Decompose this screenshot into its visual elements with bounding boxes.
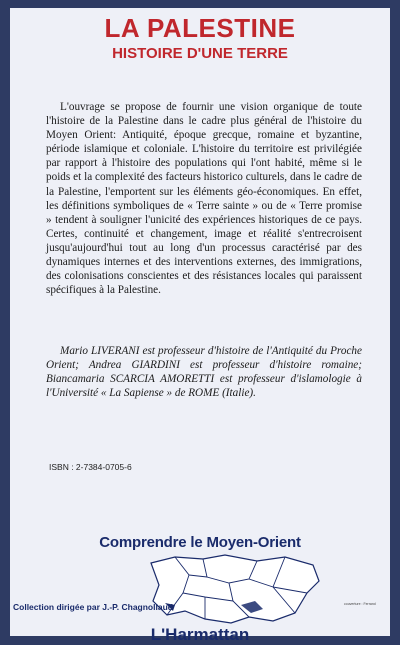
- authors-paragraph: Mario LIVERANI est professeur d'histoire de l'Antiquité du Proche Orient; Andrea GIARDINI est professeur d'histoire romaine; Biancamaria SCARCIA AMORETTI est professeur d'islamologie à l'Université « La Sapiense » de ROME (Italie).: [46, 345, 362, 400]
- collection-credit: Collection dirigée par J.-P. Chagnollaud: [13, 602, 173, 612]
- back-cover: [10, 8, 390, 644]
- middle-east-map-icon: [145, 553, 325, 625]
- publisher-name: L'Harmattan: [150, 625, 250, 644]
- isbn: ISBN : 2-7384-0705-6: [49, 462, 132, 472]
- book-title: LA PALESTINE: [104, 13, 296, 43]
- book-subtitle: HISTOIRE D'UNE TERRE: [112, 45, 288, 62]
- description-paragraph: L'ouvrage se propose de fournir une vision organique de toute l'histoire de la Palestine dans le cadre plus général de l'histoire du Moyen Orient: Antiquité, époque grecque, romaine et byzantine, période islamique et coloniale. L'histoire du territoire est privilégiée par rapport à l'histoire des populations qui l'ont habité, même si le poids et la complexité des facteurs historico culturels, dans le cadre de la Palestine, l'emportent sur les éléments géo-économiques. En effet, les définitions symboliques de « Terre sainte » ou de « Terre promise » tendent à souligner l'unicité des expériences historiques de ce pays. Certes, continuité et changement, image et réalité s'entrecroisent jusqu'aujourd'hui tout au long d'un processus caractérisé par des dynamiques internes et des interventions externes, des immigrations, des colonisations conscientes et des résistances locales qui paraissent spécifiques à la Palestine.: [46, 101, 362, 297]
- description-block: [46, 100, 362, 297]
- series-title: Comprendre le Moyen-Orient: [99, 534, 301, 551]
- cover-credit: couverture : Ferrand: [344, 602, 376, 606]
